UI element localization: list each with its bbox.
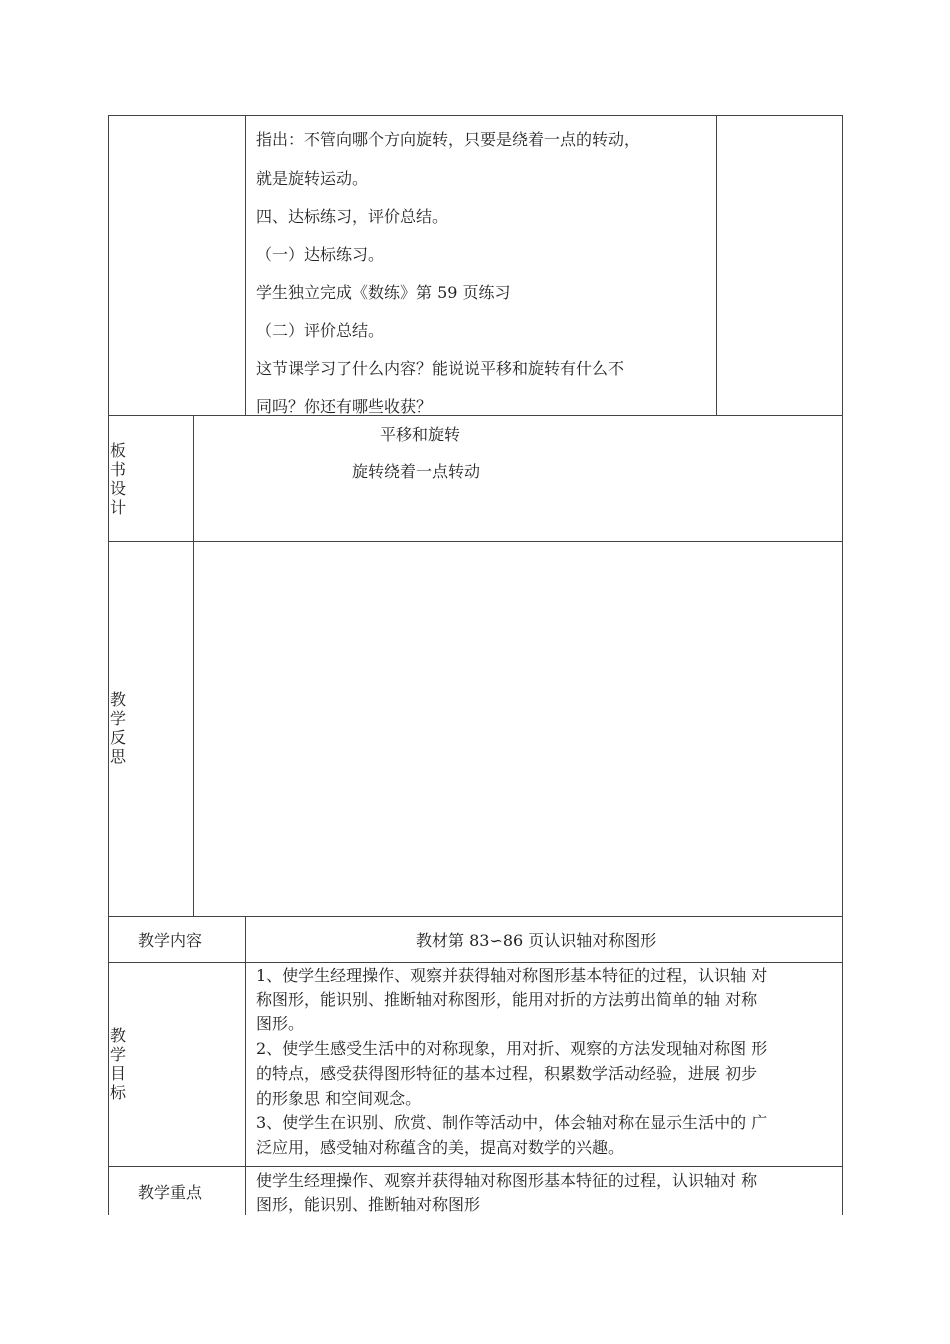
label-char: 设 bbox=[109, 479, 126, 498]
objectives-label bbox=[109, 1026, 127, 1102]
key-points-line: 图形，能识别、推断轴对称图形 bbox=[256, 1195, 481, 1214]
objective-line: 1、使学生经理操作、观察并获得轴对称图形基本特征的过程，认识轴 对 bbox=[256, 966, 768, 985]
lesson-text-line: 指出：不管向哪个方向旋转，只要是绕着一点的转动， bbox=[256, 130, 641, 149]
table-border bbox=[108, 916, 843, 917]
board-title: 平移和旋转 bbox=[380, 425, 461, 444]
content-value: 教材第 83∽86 页认识轴对称图形 bbox=[416, 931, 657, 950]
table-border bbox=[108, 115, 843, 116]
lesson-text-line: （二）评价总结。 bbox=[256, 321, 385, 340]
label-char: 反 bbox=[109, 728, 126, 747]
key-points-line: 使学生经理操作、观察并获得轴对称图形基本特征的过程，认识轴对 称 bbox=[256, 1171, 758, 1190]
label-char: 板 bbox=[109, 441, 126, 460]
label-char: 学 bbox=[109, 709, 126, 728]
table-border bbox=[842, 916, 843, 1215]
objective-line: 的特点，感受获得图形特征的基本过程，积累数学活动经验，进展 初步 bbox=[256, 1064, 758, 1083]
label-char: 目 bbox=[109, 1064, 126, 1083]
label-char: 标 bbox=[109, 1083, 126, 1102]
label-char: 计 bbox=[109, 498, 126, 517]
table-border bbox=[193, 415, 194, 916]
label-char: 书 bbox=[109, 460, 126, 479]
label-char: 学 bbox=[109, 1045, 126, 1064]
objective-line: 称图形，能识别、推断轴对称图形，能用对折的方法剪出简单的轴 对称 bbox=[256, 990, 758, 1009]
lesson-text-line: （一）达标练习。 bbox=[256, 245, 385, 264]
table-border bbox=[108, 415, 843, 416]
lesson-text-line: 同吗？你还有哪些收获？ bbox=[256, 397, 433, 416]
table-border bbox=[245, 916, 246, 1215]
board-line: 旋转绕着一点转动 bbox=[352, 462, 481, 481]
key-points-label: 教学重点 bbox=[138, 1183, 203, 1202]
objective-line: 图形。 bbox=[256, 1014, 305, 1033]
table-border bbox=[842, 115, 843, 917]
objective-line: 3、使学生在识别、欣赏、制作等活动中，体会轴对称在显示生活中的 广 bbox=[256, 1113, 768, 1132]
table-border bbox=[716, 115, 717, 415]
table-border bbox=[108, 1166, 843, 1167]
objective-line: 泛应用，感受轴对称蕴含的美，提高对数学的兴趣。 bbox=[256, 1138, 625, 1157]
label-char: 教 bbox=[109, 690, 126, 709]
content-label: 教学内容 bbox=[138, 931, 203, 950]
table-border bbox=[108, 962, 843, 963]
lesson-text-line: 这节课学习了什么内容？能说说平移和旋转有什么不 bbox=[256, 359, 625, 378]
table-border bbox=[245, 115, 246, 415]
lesson-text-line: 学生独立完成《数练》第 59 页练习 bbox=[256, 283, 511, 302]
lesson-text-line: 四、达标练习，评价总结。 bbox=[256, 207, 449, 226]
table-border bbox=[108, 541, 843, 542]
board-design-label bbox=[109, 441, 127, 517]
reflection-label bbox=[109, 690, 127, 766]
lesson-text-line: 就是旋转运动。 bbox=[256, 169, 369, 188]
objective-line: 2、使学生感受生活中的对称现象，用对折、观察的方法发现轴对称图 形 bbox=[256, 1039, 768, 1058]
label-char: 教 bbox=[109, 1026, 126, 1045]
label-char: 思 bbox=[109, 747, 126, 766]
objective-line: 的形象思 和空间观念。 bbox=[256, 1089, 422, 1108]
